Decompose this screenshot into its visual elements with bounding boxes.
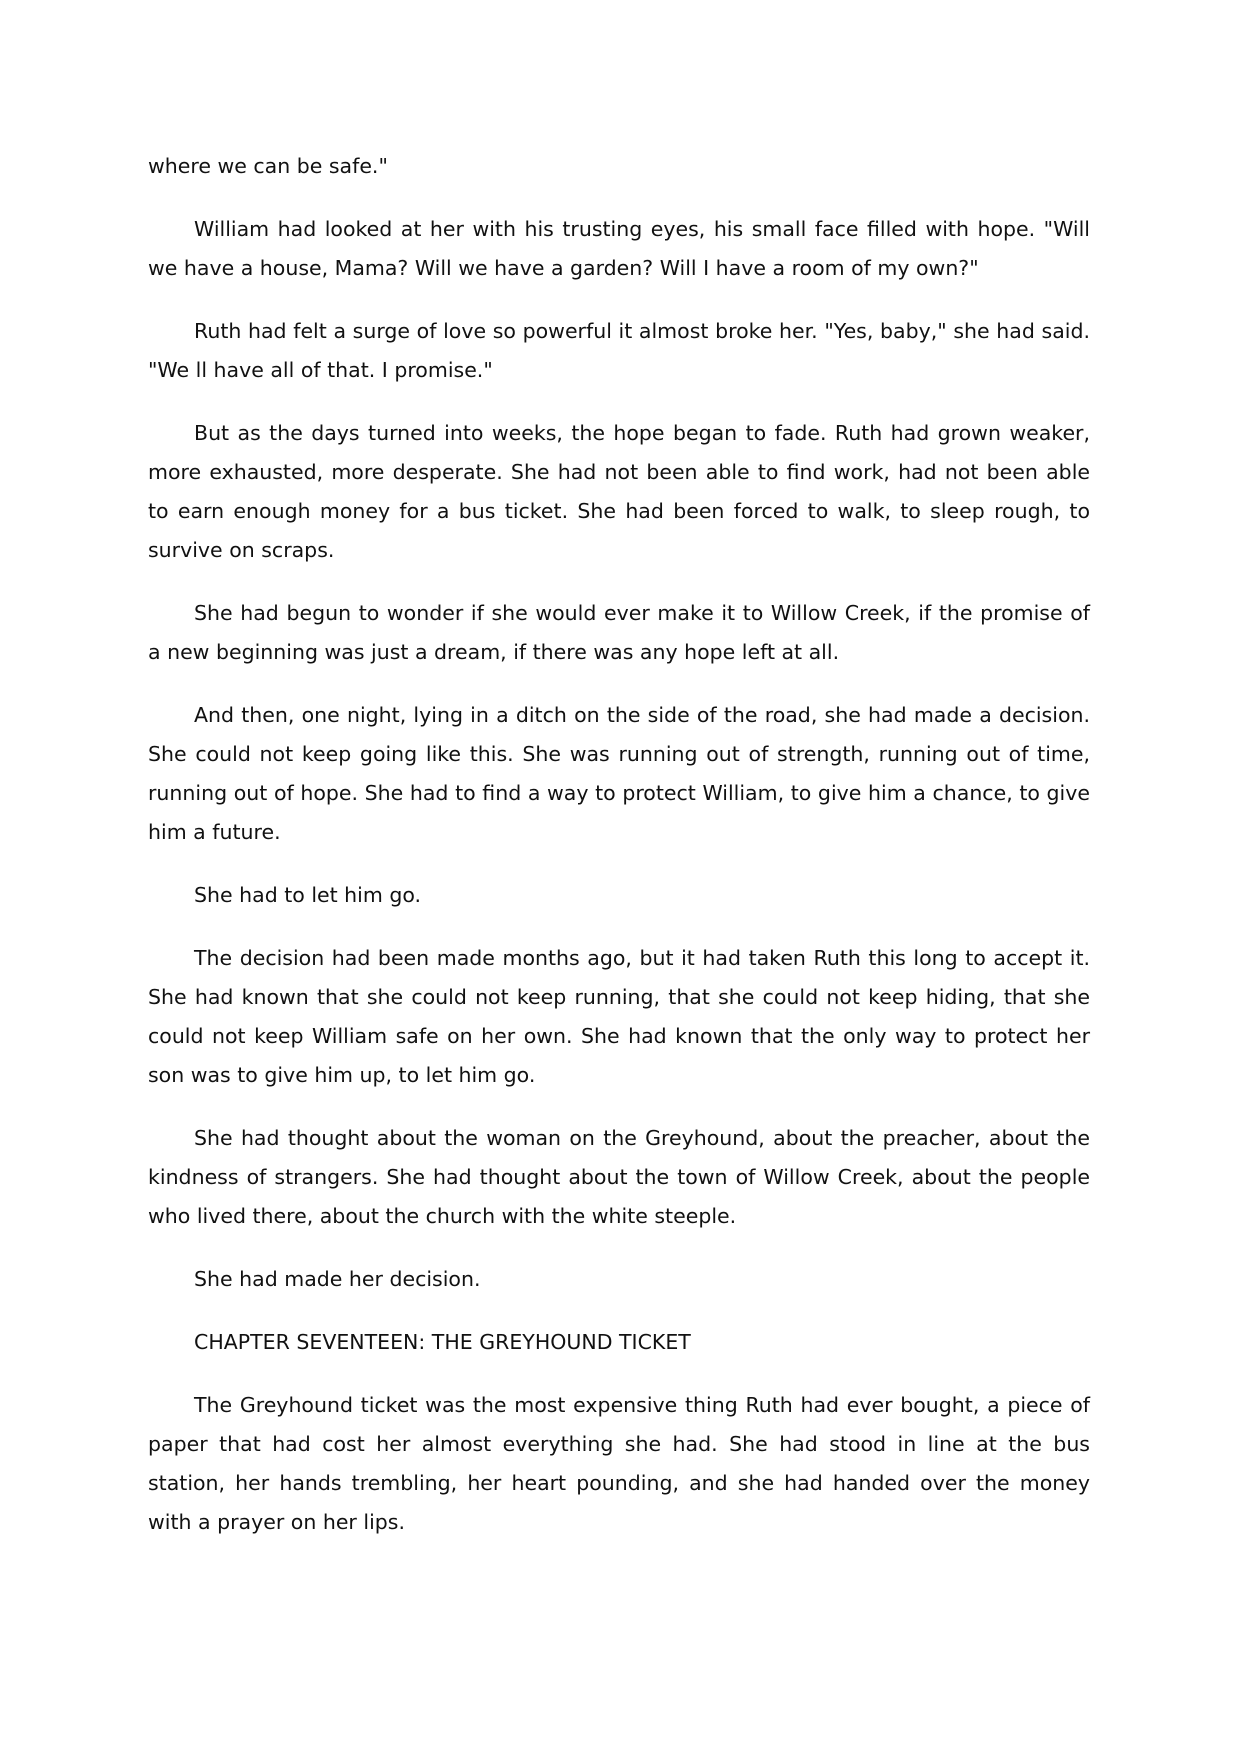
paragraph: She had thought about the woman on the Greyhound, about the preacher, about the kindness of strangers. She had thought about the town of Willow Creek, about the people who lived there, about the church with the white steeple. <box>148 1126 1090 1228</box>
paragraph: She had to let him go. <box>194 883 422 907</box>
chapter-heading: CHAPTER SEVENTEEN: THE GREYHOUND TICKET <box>194 1330 691 1354</box>
paragraph: She had made her decision. <box>194 1267 481 1291</box>
paragraph: The decision had been made months ago, but it had taken Ruth this long to accept it. She had known that she could not keep running, that she could not keep hiding, that she could not keep William safe on her own. She had known that the only way to protect her son was to give him up, to let him go. <box>148 946 1090 1087</box>
paragraph: But as the days turned into weeks, the hope began to fade. Ruth had grown weaker, more exhausted, more desperate. She had not been able to find work, had not been able to earn enough money for a bus ticket. She had been forced to walk, to sleep rough, to survive on scraps. <box>148 421 1090 562</box>
paragraph: William had looked at her with his trusting eyes, his small face filled with hope. "Will we have a house, Mama? Will we have a garden? Will I have a room of my own?" <box>148 217 1090 280</box>
document-page <box>148 147 1090 1566</box>
paragraph: And then, one night, lying in a ditch on the side of the road, she had made a decision. She could not keep going like this. She was running out of strength, running out of time, running out of hope. She had to find a way to protect William, to give him a chance, to give him a future. <box>148 703 1090 844</box>
paragraph: The Greyhound ticket was the most expensive thing Ruth had ever bought, a piece of paper that had cost her almost everything she had. She had stood in line at the bus station, her hands trembling, her heart pounding, and she had handed over the money with a prayer on her lips. <box>148 1393 1090 1534</box>
paragraph: She had begun to wonder if she would ever make it to Willow Creek, if the promise of a new beginning was just a dream, if there was any hope left at all. <box>148 601 1090 664</box>
paragraph: Ruth had felt a surge of love so powerful it almost broke her. "Yes, baby," she had said. "We ll have all of that. I promise." <box>148 319 1090 382</box>
paragraph-continuation: where we can be safe." <box>148 154 388 178</box>
